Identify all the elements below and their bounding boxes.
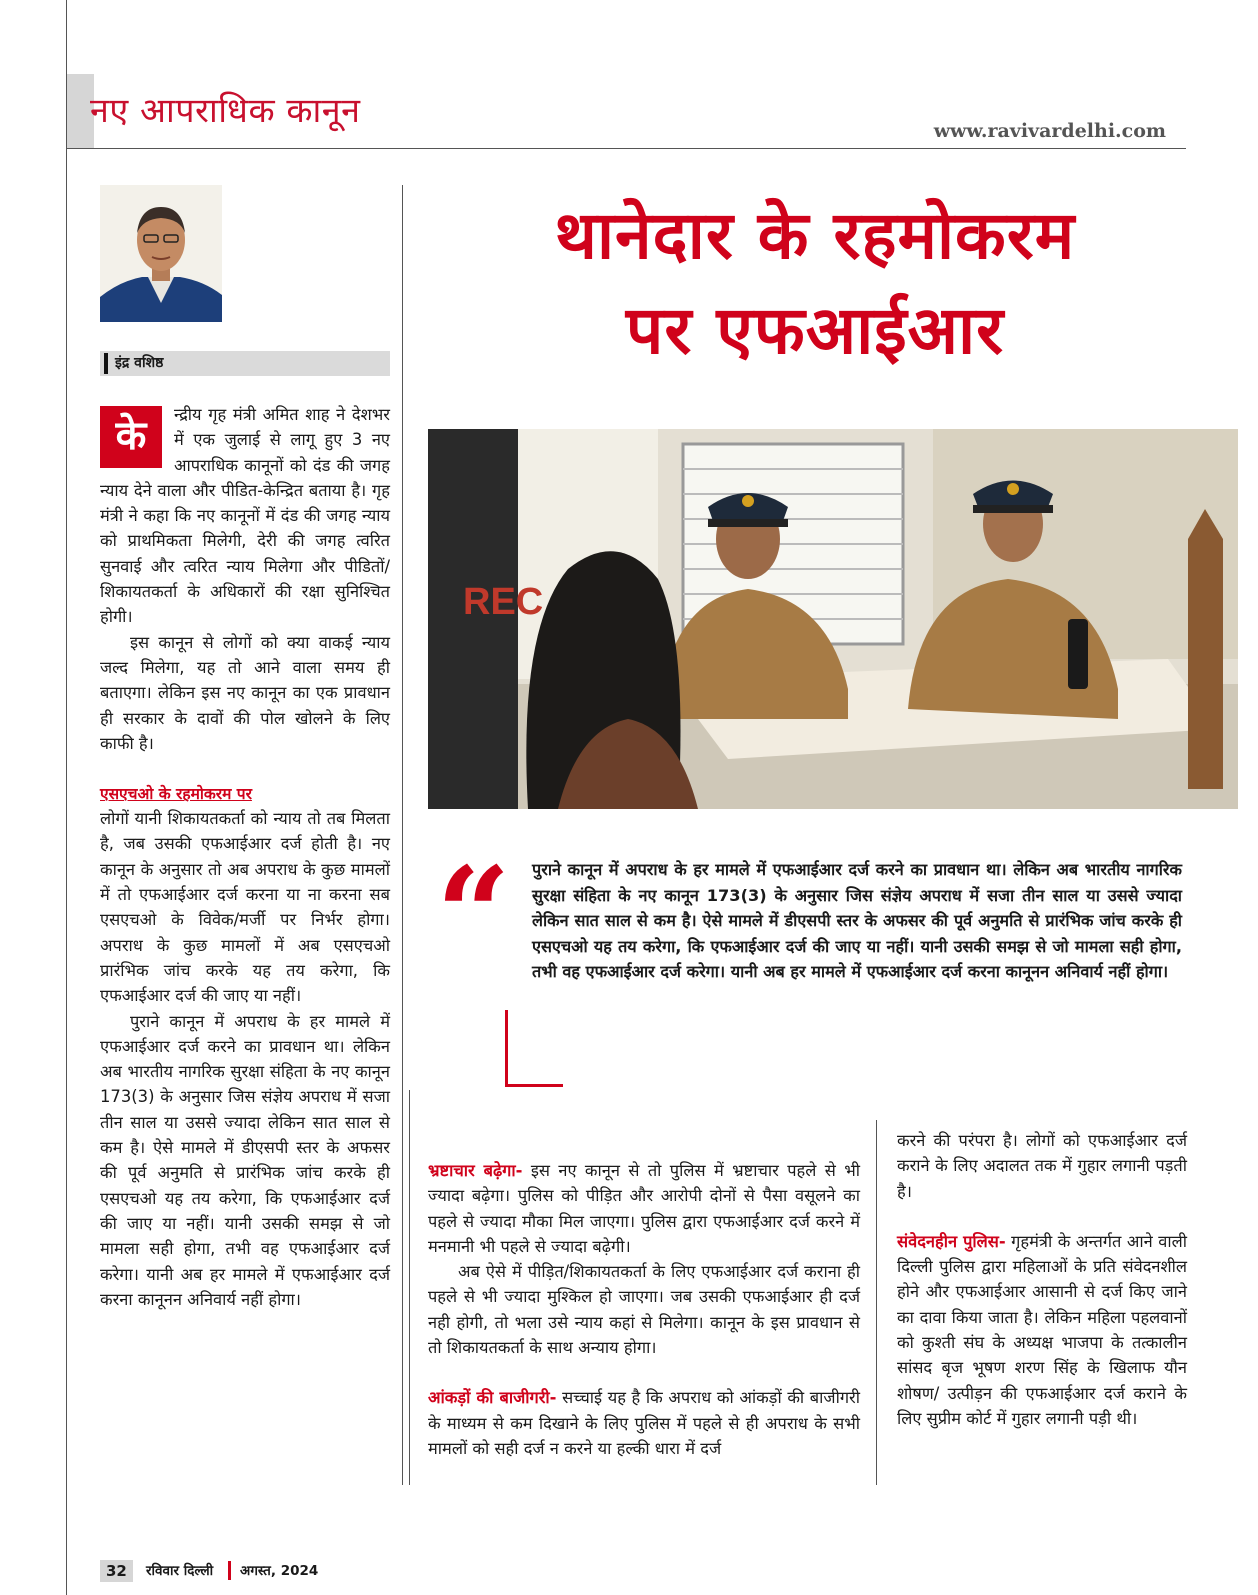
col3-paragraph-1: करने की परंपरा है। लोगों को एफआईआर दर्ज कराने के लिए अदालत तक में गुहार लगानी पड़ती है। bbox=[897, 1131, 1187, 1201]
col1-paragraph-3: लोगों यानी शिकायतकर्ता को न्याय तो तब मिलता है, जब उसकी एफआईआर दर्ज होती है। नए कानून के अनुसार तो अब अपराध के कुछ मामलों में तो एफआईआर दर्ज करना या ना करना सब एसएचओ के विवेक/मर्जी पर निर्भर होगा। अपराध के कुछ मामलों में अब एसएचओ प्रारंभिक जांच करके यह तय करेगा, कि एफआईआर दर्ज की जाए या नहीं। bbox=[100, 809, 390, 1006]
col1-paragraph-2: इस कानून से लोगों को क्या वाकई न्याय जल्द मिलेगा, यह तो आने वाला समय ही बताएगा। लेकिन इस नए कानून का एक प्रावधान ही सरकार के दावों की पोल खोलने के लिए काफी है। bbox=[100, 632, 390, 753]
byline-mark bbox=[104, 353, 108, 374]
column-rule-3 bbox=[876, 1120, 877, 1485]
publication-name: रविवार दिल्ली bbox=[146, 1563, 214, 1579]
column-3 bbox=[897, 1128, 1187, 1431]
header-rule bbox=[66, 148, 1186, 149]
author-name: इंद्र वशिष्ठ bbox=[115, 355, 164, 371]
left-margin-rule bbox=[66, 0, 67, 1595]
col1-paragraph-4: पुराने कानून में अपराध के हर मामले में एफआईआर दर्ज करने का प्रावधान था। लेकिन अब भारतीय नागरिक सुरक्षा संहिता के नए कानून 173(3) के अनुसार जिस संज्ञेय अपराध में सजा तीन साल या उससे ज्यादा लेकिन सात साल से कम है। ऐसे मामले में डीएसपी स्तर के अफसर की पूर्व अनुमति से प्रारंभिक जांच करके ही एसएचओ यह तय करेगा, कि एफआईआर दर्ज की जाए या नहीं। यानी उसकी समझ से जो मामला सही होगा, तभी वह एफआईआर दर्ज करेगा। यानी अब हर मामले में एफआईआर दर्ज करना कानूनन अनिवार्य नहीं होगा। bbox=[100, 1011, 390, 1309]
illustration-sign: REC bbox=[463, 581, 544, 623]
col2-paragraph-2: अब ऐसे में पीड़ित/शिकायतकर्ता के लिए एफआईआर दर्ज कराना ही पहले से भी ज्यादा मुश्किल हो जाएगा। जब उसकी एफआईआर ही दर्ज नही होगी, तो भला उसे न्याय कहां से मिलेगा। कानून के इस प्रावधान से तो शिकायतकर्ता के साथ अन्याय होगा। bbox=[428, 1262, 860, 1358]
col3-subheading: संवेदनहीन पुलिस- bbox=[897, 1231, 1006, 1251]
col2-paragraph-1 bbox=[428, 1158, 860, 1259]
police-station-illustration bbox=[428, 429, 1238, 809]
col2-paragraph-1-text: इस नए कानून से तो पुलिस में भ्रष्टाचार पहले से भी ज्यादा बढ़ेगा। पुलिस को पीड़ित और आरोपी दोनों से पैसा वसूलने का पहले से ज्यादा मौका मिल जाएगा। पुलिस द्वारा एफआईआर दर्ज करने में मनमानी भी पहले से ज्यादा बढ़ेगी। bbox=[428, 1161, 860, 1256]
col3-paragraph-2 bbox=[897, 1229, 1187, 1431]
col2-paragraph-3-text: सच्चाई यह है कि अपराध को आंकड़ों की बाजीगरी के माध्यम से कम दिखाने के लिए पुलिस में पहले से ही अपराध के सभी मामलों को सही दर्ज न करने या हल्की धारा में दर्ज bbox=[428, 1388, 860, 1458]
issue-date: अगस्त, 2024 bbox=[240, 1563, 319, 1579]
col2-subheading-1: भ्रष्टाचार बढ़ेगा- bbox=[428, 1161, 523, 1180]
author-photo bbox=[100, 185, 222, 322]
headline-line-1: थानेदार के रहमोकरम bbox=[554, 197, 1076, 274]
col2-subheading-2: आंकड़ों की बाजीगरी- bbox=[428, 1388, 557, 1408]
headline bbox=[410, 188, 1220, 378]
column-rule-1 bbox=[402, 185, 403, 1485]
website-url[interactable]: www.ravivardelhi.com bbox=[933, 120, 1166, 142]
col2-paragraph-3 bbox=[428, 1385, 860, 1461]
page-number: 32 bbox=[100, 1560, 133, 1582]
section-title: नए आपराधिक कानून bbox=[90, 91, 361, 131]
quote-bracket-horizontal bbox=[505, 1084, 563, 1087]
pull-quote: पुराने कानून में अपराध के हर मामले में एफआईआर दर्ज करने का प्रावधान था। लेकिन अब भारतीय नागरिक सुरक्षा संहिता के नए कानून 173(3) के अनुसार जिस संज्ञेय अपराध में सजा तीन साल या उससे ज्यादा लेकिन सात साल से कम है। ऐसे मामले में डीएसपी स्तर के अफसर की पूर्व अनुमति से प्रारंभिक जांच करके ही एसएचओ यह तय करेगा, कि एफआईआर दर्ज की जाए या नहीं। यानी उसकी समझ से जो मामला सही होगा, तभी वह एफआईआर दर्ज करेगा। यानी अब हर मामले में एफआईआर दर्ज करना कानूनन अनिवार्य नहीं होगा। bbox=[532, 860, 1182, 981]
footer-separator bbox=[228, 1561, 231, 1580]
quote-bracket-vertical bbox=[505, 1010, 508, 1087]
drop-cap: के bbox=[100, 406, 162, 468]
column-2 bbox=[428, 1158, 860, 1461]
column-rule-2 bbox=[409, 1090, 410, 1485]
column-1 bbox=[100, 402, 390, 1312]
col3-paragraph-2-text: गृहमंत्री के अन्तर्गत आने वाली दिल्ली पुलिस द्वारा महिलाओं के प्रति संवेदनशील होने और एफआईआर आसानी से दर्ज किए जाने का दावा किया जाता है। लेकिन महिला पहलवानों को कुश्ती संघ के अध्यक्ष भाजपा के तत्कालीन सांसद बृज भूषण शरण सिंह के खिलाफ यौन शोषण/ उत्पीड़न की एफआईआर दर्ज कराने के लिए सुप्रीम कोर्ट में गुहार लगानी पड़ी थी। bbox=[897, 1231, 1188, 1428]
headline-line-2: पर एफआईआर bbox=[625, 292, 1005, 369]
col1-subheading: एसएचओ के रहमोकरम पर bbox=[100, 785, 252, 804]
col1-paragraph-1: न्द्रीय गृह मंत्री अमित शाह ने देशभर में एक जुलाई से लागू हुए 3 नए आपराधिक कानूनों को दंड की जगह न्याय देने वाला और पीडित-केन्द्रित बताया है। गृह मंत्री ने कहा कि नए कानूनों में दंड की जगह न्याय को प्राथमिकता मिलेगी, देरी की जगह त्वरित सुनवाई और त्वरित न्याय मिलेगा और पीडितों/शिकायतकर्ता के अधिकारों की रक्षा सुनिश्चित होगी। bbox=[100, 405, 390, 627]
quote-mark-icon: “ bbox=[436, 838, 511, 991]
